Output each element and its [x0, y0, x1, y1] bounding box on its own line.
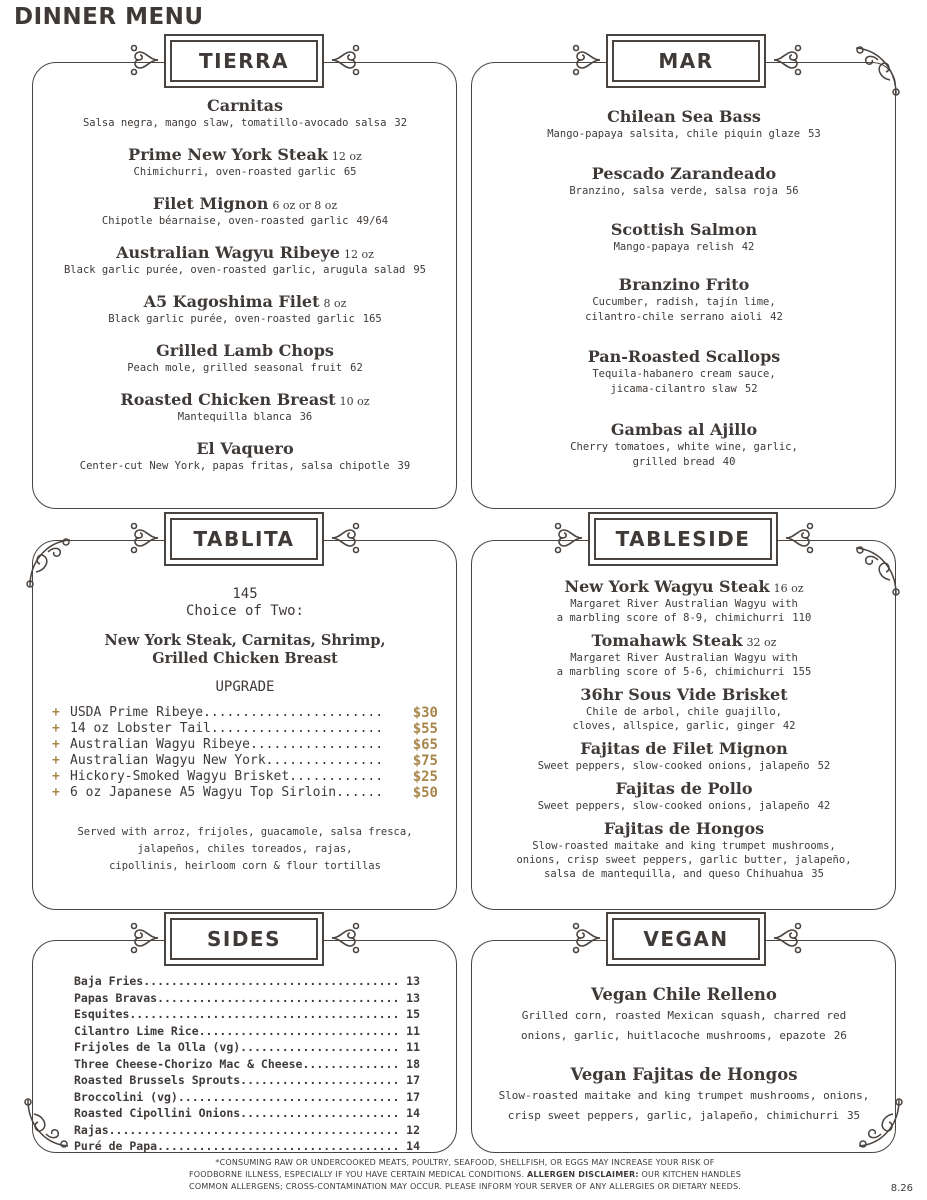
- menu-item: [480, 631, 888, 685]
- side-name: Esquites.......................................: [74, 1007, 400, 1021]
- scroll-ornament-icon: [770, 42, 804, 78]
- item-desc: Cucumber, radish, tajín lime,: [592, 296, 776, 308]
- scroll-ornament-icon: [552, 520, 586, 556]
- tablita-options: New York Steak, Carnitas, Shrimp,: [104, 632, 386, 649]
- item-desc: Margaret River Australian Wagyu with: [570, 598, 798, 610]
- item-name: Carnitas: [206, 96, 283, 115]
- item-price: 42: [817, 800, 831, 812]
- side-row: [74, 1089, 420, 1106]
- item-name: Fajitas de Hongos: [603, 819, 765, 838]
- mar-header: [606, 34, 766, 88]
- item-name: Fajitas de Filet Mignon: [580, 739, 788, 758]
- item-name: Vegan Chile Relleno: [591, 985, 777, 1004]
- served-line: Served with arroz, frijoles, guacamole, salsa fresca,: [77, 826, 413, 838]
- item-name: El Vaquero: [196, 439, 294, 458]
- item-price: 42: [741, 241, 755, 253]
- upgrade-name: Australian Wagyu New York...............: [70, 753, 384, 768]
- menu-item: [40, 390, 450, 439]
- item-size: 12 oz: [331, 150, 362, 163]
- side-row: [74, 1122, 420, 1139]
- upgrade-name: USDA Prime Ribeye.......................: [70, 705, 384, 720]
- mar-title: MAR: [612, 40, 760, 82]
- menu-item: [480, 1064, 888, 1126]
- item-desc: a marbling score of 5-6, chimichurri: [556, 666, 785, 678]
- side-name: Rajas..........................................: [74, 1122, 400, 1137]
- side-name: Roasted Brussels Sprouts.......................: [74, 1073, 400, 1087]
- vegan-title: VEGAN: [612, 918, 760, 960]
- side-name: Papas Bravas...................................: [74, 990, 400, 1005]
- item-desc: cloves, allspice, garlic, ginger: [572, 720, 775, 732]
- menu-item: [40, 194, 450, 243]
- item-price: 40: [722, 456, 736, 468]
- side-row: [74, 1006, 420, 1023]
- plus-glyph: +: [52, 769, 60, 784]
- side-price: 12: [406, 1122, 420, 1137]
- tierra-title: TIERRA: [170, 40, 318, 82]
- item-desc: crisp sweet peppers, garlic, jalapeño, chimichurri: [507, 1109, 839, 1122]
- item-size: 32 oz: [746, 636, 777, 649]
- upgrade-price: $55: [412, 721, 438, 737]
- side-row: [74, 1056, 420, 1073]
- menu-item: [480, 107, 888, 164]
- upgrade-name: 14 oz Lobster Tail......................: [70, 721, 384, 736]
- disclaimer-text: FOODBORNE ILLNESS, ESPECIALLY IF YOU HAVE CERTAIN MEDICAL CONDITIONS.: [188, 1170, 525, 1179]
- upgrade-price: $65: [412, 737, 438, 753]
- item-desc: onions, crisp sweet peppers, garlic butter, jalapeño,: [516, 854, 852, 866]
- upgrade-title: UPGRADE: [215, 679, 275, 695]
- item-price: 26: [833, 1029, 847, 1042]
- scroll-ornament-icon: [328, 520, 362, 556]
- upgrade-row: [52, 785, 438, 801]
- side-price: 18: [406, 1056, 420, 1071]
- side-name: Baja Fries.....................................: [74, 974, 400, 988]
- menu-item: [480, 577, 888, 631]
- item-size: 12 oz: [343, 248, 374, 261]
- item-desc: Center-cut New York, papas fritas, salsa chipotle: [79, 460, 390, 472]
- item-desc: Cherry tomatoes, white wine, garlic,: [570, 441, 798, 453]
- sides-list: [74, 973, 420, 1155]
- plus-glyph: +: [52, 753, 60, 768]
- upgrade-name: Australian Wagyu Ribeye.................: [70, 737, 384, 752]
- item-name: New York Wagyu Steak: [564, 577, 770, 596]
- tablita-content: [40, 586, 450, 696]
- tierra-list: [40, 96, 450, 488]
- side-price: 11: [406, 1023, 420, 1038]
- item-price: 42: [782, 720, 796, 732]
- item-desc: Black garlic purée, oven-roasted garlic, arugula salad: [63, 264, 406, 276]
- side-name: Puré de Papa...................................: [74, 1139, 400, 1153]
- menu-item: [40, 243, 450, 292]
- scroll-ornament-icon: [782, 520, 816, 556]
- item-name: Chilean Sea Bass: [607, 107, 761, 126]
- menu-item: [480, 739, 888, 779]
- upgrade-row: [52, 769, 438, 785]
- item-desc: Mango-papaya relish: [613, 241, 734, 253]
- scroll-ornament-icon: [328, 920, 362, 956]
- sides-title: SIDES: [170, 918, 318, 960]
- allergen-disclaimer: [150, 1157, 780, 1193]
- side-price: 17: [406, 1089, 420, 1104]
- menu-item: [480, 420, 888, 480]
- tablita-choice: Choice of Two:: [185, 603, 304, 619]
- upgrade-name: 6 oz Japanese A5 Wagyu Top Sirloin......: [70, 785, 384, 800]
- item-name: Prime New York Steak: [128, 145, 328, 164]
- item-name: Tomahawk Steak: [591, 631, 743, 650]
- side-row: [74, 1039, 420, 1056]
- side-price: 17: [406, 1073, 420, 1087]
- upgrade-row: [52, 705, 438, 721]
- menu-item: [480, 220, 888, 275]
- side-price: 14: [406, 1106, 420, 1120]
- upgrade-price: $50: [412, 785, 438, 801]
- item-size: 6 oz or 8 oz: [272, 199, 338, 212]
- scroll-ornament-icon: [328, 42, 362, 78]
- scroll-ornament-icon: [128, 520, 162, 556]
- item-name: Gambas al Ajillo: [610, 420, 758, 439]
- plus-glyph: +: [52, 785, 60, 800]
- mar-list: [480, 107, 888, 480]
- item-desc: Chipotle béarnaise, oven-roasted garlic: [101, 215, 349, 227]
- item-desc: Sweet peppers, slow-cooked onions, jalapeño: [537, 800, 810, 812]
- served-line: jalapeños, chiles toreados, rajas,: [137, 843, 353, 855]
- item-desc: Tequila-habanero cream sauce,: [592, 368, 776, 380]
- served-line: cipollinis, heirloom corn & flour tortillas: [109, 860, 381, 872]
- menu-item: [40, 292, 450, 341]
- served-with: [40, 824, 450, 875]
- vegan-list: [480, 984, 888, 1126]
- disclaimer-line: *CONSUMING RAW OR UNDERCOOKED MEATS, POULTRY, SEAFOOD, SHELLFISH, OR EGGS MAY INCREASE YOUR RISK OF: [215, 1158, 715, 1167]
- item-price: 52: [817, 760, 831, 772]
- item-price: 52: [744, 383, 758, 395]
- side-price: 13: [406, 990, 420, 1005]
- menu-item: [40, 439, 450, 488]
- side-row: [74, 973, 420, 990]
- item-price: 62: [350, 362, 363, 374]
- item-desc: Mantequilla blanca: [177, 411, 292, 423]
- side-row: [74, 1138, 420, 1155]
- item-name: A5 Kagoshima Filet: [143, 292, 320, 311]
- item-desc: a marbling score of 8-9, chimichurri: [556, 612, 785, 624]
- item-price: 35: [846, 1109, 861, 1122]
- menu-item: [40, 145, 450, 194]
- item-name: Branzino Frito: [618, 275, 750, 294]
- disclaimer-text: OUR KITCHEN HANDLES: [641, 1170, 742, 1179]
- disclaimer-line: COMMON ALLERGENS; CROSS-CONTAMINATION MAY OCCUR. PLEASE INFORM YOUR SERVER OF ANY ALLERGIES OR DIETARY NEEDS.: [189, 1182, 741, 1191]
- item-desc: Grilled corn, roasted Mexican squash, charred red: [521, 1009, 847, 1022]
- menu-item: [480, 819, 888, 881]
- side-name: Three Cheese-Chorizo Mac & Cheese..............: [74, 1056, 400, 1071]
- item-desc: Peach mole, grilled seasonal fruit: [127, 362, 343, 374]
- item-price: 39: [397, 460, 411, 472]
- item-price: 32: [394, 117, 408, 129]
- side-name: Broccolini (vg)................................: [74, 1089, 400, 1104]
- side-row: [74, 990, 420, 1007]
- tablita-options: Grilled Chicken Breast: [152, 650, 338, 667]
- scroll-ornament-icon: [770, 920, 804, 956]
- item-price: 165: [362, 313, 382, 325]
- side-price: 15: [406, 1007, 420, 1021]
- item-desc: Chimichurri, oven-roasted garlic: [133, 166, 336, 178]
- plus-glyph: +: [52, 737, 60, 752]
- side-price: 13: [406, 974, 420, 988]
- upgrade-row: [52, 721, 438, 737]
- plus-glyph: +: [52, 721, 60, 736]
- item-name: Grilled Lamb Chops: [156, 341, 334, 360]
- item-size: 8 oz: [323, 297, 347, 310]
- side-name: Roasted Cipollini Onions.......................: [74, 1106, 400, 1120]
- item-desc: Salsa negra, mango slaw, tomatillo-avocado salsa: [82, 117, 387, 129]
- item-price: 36: [299, 411, 313, 423]
- floral-corner-icon: [22, 1096, 74, 1154]
- tableside-title: TABLESIDE: [594, 518, 772, 560]
- item-desc: Margaret River Australian Wagyu with: [570, 652, 798, 664]
- side-price: 11: [406, 1040, 420, 1054]
- item-size: 10 oz: [339, 395, 370, 408]
- scroll-ornament-icon: [570, 42, 604, 78]
- item-name: Scottish Salmon: [610, 220, 758, 239]
- upgrade-price: $30: [412, 705, 438, 721]
- item-name: Pan-Roasted Scallops: [587, 347, 781, 366]
- upgrade-row: [52, 753, 438, 769]
- item-name: 36hr Sous Vide Brisket: [580, 685, 788, 704]
- menu-item: [480, 984, 888, 1064]
- item-name: Vegan Fajitas de Hongos: [570, 1065, 798, 1084]
- menu-item: [40, 341, 450, 390]
- item-desc: jicama-cilantro slaw: [610, 383, 737, 395]
- menu-item: [480, 164, 888, 220]
- tableside-list: [480, 577, 888, 881]
- item-price: 65: [343, 166, 357, 178]
- item-desc: Black garlic purée, oven-roasted garlic: [108, 313, 355, 325]
- item-price: 95: [413, 264, 427, 276]
- side-name: Cilantro Lime Rice.............................: [74, 1023, 400, 1038]
- item-price: 155: [792, 666, 812, 678]
- disclaimer-line: [150, 1169, 780, 1181]
- disclaimer-heading: ALLERGEN DISCLAIMER:: [526, 1170, 639, 1179]
- side-name: Frijoles de la Olla (vg).......................: [74, 1040, 400, 1054]
- item-desc: cilantro-chile serrano aioli: [585, 311, 763, 323]
- item-price: 49/64: [356, 215, 389, 227]
- item-name: Australian Wagyu Ribeye: [116, 243, 340, 262]
- item-price: 53: [808, 128, 821, 140]
- scroll-ornament-icon: [128, 920, 162, 956]
- menu-item: [480, 347, 888, 420]
- item-name: Roasted Chicken Breast: [120, 390, 336, 409]
- item-desc: onions, garlic, huitlacoche mushrooms, epazote: [521, 1029, 826, 1042]
- tierra-header: [164, 34, 324, 88]
- menu-item: [480, 779, 888, 819]
- upgrade-price: $25: [412, 769, 438, 785]
- side-row: [74, 1105, 420, 1122]
- menu-version: 8.26: [890, 1183, 913, 1194]
- menu-item: [40, 96, 450, 145]
- item-name: Filet Mignon: [152, 194, 269, 213]
- tablita-title: TABLITA: [170, 518, 318, 560]
- upgrade-name: Hickory-Smoked Wagyu Brisket............: [70, 769, 384, 784]
- item-desc: salsa de mantequilla, and queso Chihuahua: [544, 868, 804, 880]
- menu-item: [480, 685, 888, 739]
- item-desc: grilled bread: [632, 456, 715, 468]
- item-desc: Slow-roasted maitake and king trumpet mushrooms,: [532, 840, 836, 852]
- item-desc: Slow-roasted maitake and king trumpet mushrooms, onions,: [498, 1089, 870, 1102]
- vegan-header: [606, 912, 766, 966]
- upgrade-price: $75: [412, 753, 438, 769]
- tableside-header: [588, 512, 778, 566]
- item-price: 42: [770, 311, 783, 323]
- menu-item: [480, 275, 888, 347]
- floral-corner-icon: [24, 532, 76, 590]
- tablita-price: 145: [232, 586, 258, 602]
- item-desc: Sweet peppers, slow-cooked onions, jalapeño: [537, 760, 810, 772]
- item-desc: Branzino, salsa verde, salsa roja: [569, 185, 778, 197]
- side-row: [74, 1072, 420, 1089]
- side-price: 14: [406, 1139, 420, 1153]
- floral-corner-icon: [850, 40, 902, 98]
- upgrade-list: [52, 705, 438, 801]
- side-row: [74, 1023, 420, 1040]
- item-price: 35: [811, 868, 824, 880]
- scroll-ornament-icon: [570, 920, 604, 956]
- plus-glyph: +: [52, 705, 60, 720]
- sides-header: [164, 912, 324, 966]
- page-title: DINNER MENU: [14, 4, 204, 30]
- tablita-header: [164, 512, 324, 566]
- item-price: 56: [785, 185, 799, 197]
- item-name: Fajitas de Pollo: [615, 779, 753, 798]
- upgrade-row: [52, 737, 438, 753]
- item-price: 110: [792, 612, 812, 624]
- item-size: 16 oz: [773, 582, 804, 595]
- item-desc: Chile de arbol, chile guajillo,: [586, 706, 782, 718]
- item-name: Pescado Zarandeado: [591, 164, 777, 183]
- item-desc: Mango-papaya salsita, chile piquin glaze: [547, 128, 801, 140]
- scroll-ornament-icon: [128, 42, 162, 78]
